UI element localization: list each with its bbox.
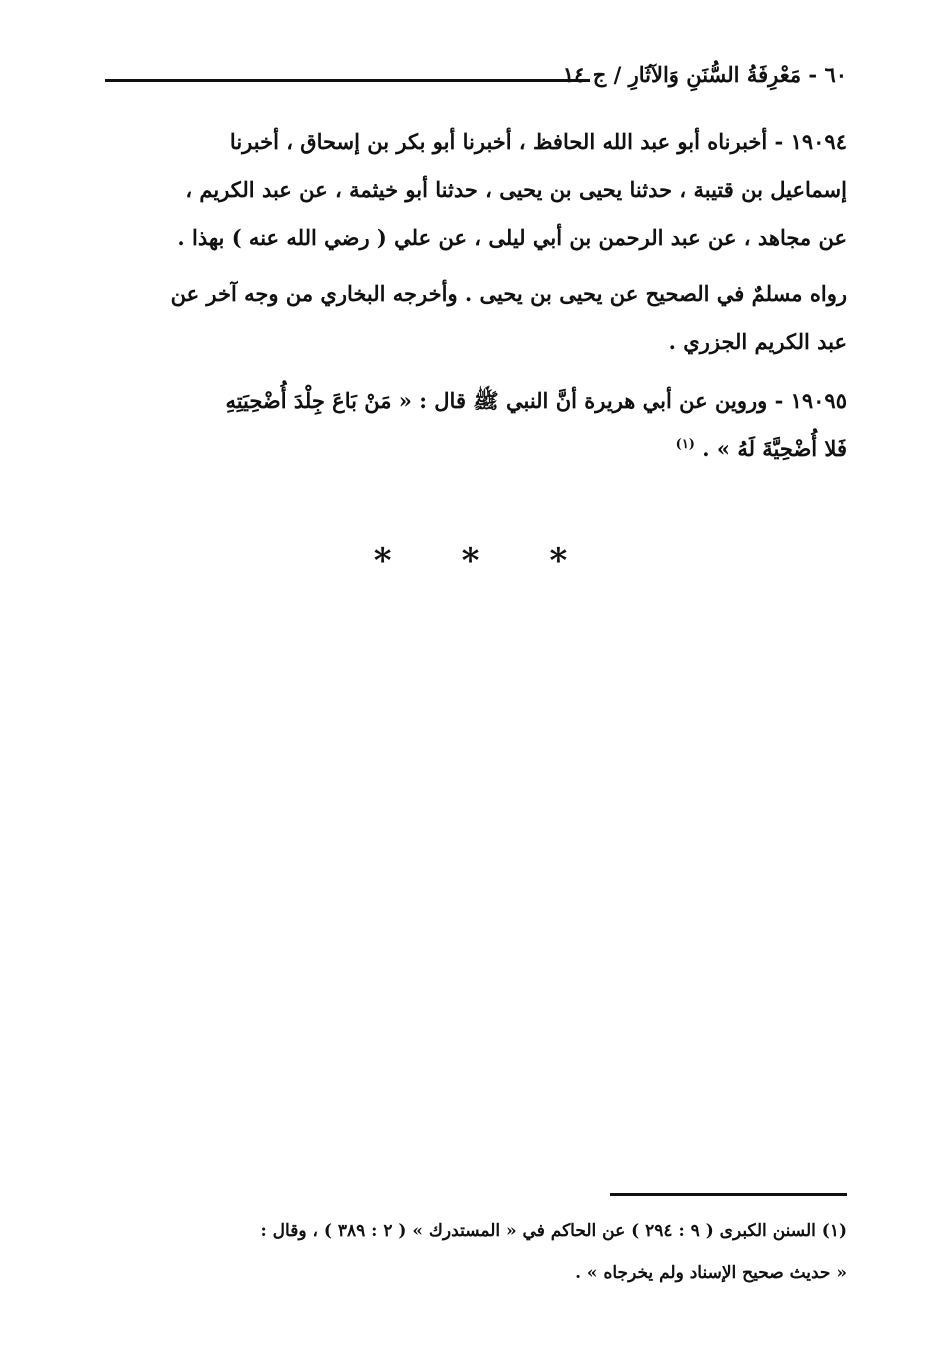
paragraph-line: ١٩٠٩٥ - وروين عن أبي هريرة أنَّ النبي ﷺ قال : « مَنْ بَاعَ جِلْدَ أُضْحِيَتِهِ (225, 388, 847, 413)
paragraph-line: عبد الكريم الجزري . (668, 329, 847, 354)
paragraph-line (105, 425, 847, 473)
footnote-line: « حديث صحيح الإسناد ولم يخرجاه » . (575, 1263, 847, 1283)
separator-star: * (373, 541, 392, 581)
footnote-line: (١) السنن الكبرى ( ٩ : ٢٩٤ ) عن الحاكم في « المستدرك » ( ٢ : ٣٨٩ ) ، وقال : (260, 1221, 847, 1241)
paragraph-commentary (105, 270, 847, 366)
section-separator (0, 537, 941, 585)
paragraph-line-text: فَلا أُضْحِيَّةَ لَهُ » . (702, 436, 847, 461)
separator-star: * (549, 541, 568, 581)
paragraph-line: ١٩٠٩٤ - أخبرناه أبو عبد الله الحافظ ، أخبرنا أبو بكر بن إسحاق ، أخبرنا (229, 129, 847, 154)
page-header (105, 58, 847, 98)
running-title: ٦٠ - مَعْرِفَةُ السُّنَنِ وَالآثَارِ / ج ١٤ (562, 62, 847, 87)
paragraph-line: إسماعيل بن قتيبة ، حدثنا يحيى بن يحيى ، حدثنا أبو خيثمة ، عن عبد الكريم ، (185, 177, 847, 202)
separator-star: * (461, 541, 480, 581)
footnote-marker: (١) (675, 437, 695, 452)
paragraph-hadith-19095 (105, 377, 847, 473)
paragraph-hadith-19094 (105, 118, 847, 262)
footnote-rule (610, 1193, 847, 1196)
paragraph-line: رواه مسلمٌ في الصحيح عن يحيى بن يحيى . وأخرجه البخاري من وجه آخر عن (170, 281, 847, 306)
paragraph-line: عن مجاهد ، عن عبد الرحمن بن أبي ليلى ، عن علي ( رضي الله عنه ) بهذا . (177, 225, 847, 250)
footnotes (105, 1210, 847, 1294)
header-rule (105, 79, 590, 82)
